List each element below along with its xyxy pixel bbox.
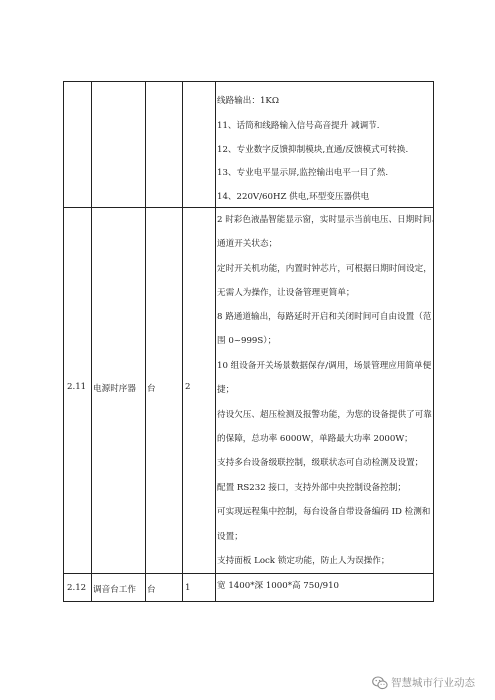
row-id: 2.11 — [67, 382, 87, 392]
row-qty: 1 — [185, 583, 191, 593]
col-line-right — [433, 81, 434, 602]
row-unit: 台 — [147, 384, 156, 394]
spec-line: 围 0~999S）； — [217, 336, 277, 346]
row-name: 调音台工作 — [93, 585, 136, 595]
spec-line: 待设欠压、超压检测及报警功能，为您的设备提供了可靠 — [217, 410, 432, 420]
col-line-id — [91, 81, 92, 602]
spec-line: 无需人为操作，让设备管理更简单； — [217, 288, 355, 298]
table-border-top — [63, 81, 434, 82]
row-name: 电源时序器 — [93, 384, 136, 394]
table-border-bottom — [63, 601, 434, 602]
spec-line: 8 路通道输出，每路延时开启和关闭时间可自由设置（范 — [217, 312, 432, 322]
spec-line: 配置 RS232 接口，支持外部中央控制设备控制； — [217, 483, 406, 493]
spec-line: 线路输出：1KΩ — [217, 96, 279, 106]
row-unit: 台 — [147, 585, 156, 595]
spec-line: 捷； — [217, 385, 235, 395]
spec-line: 2 时彩色液晶智能显示窗，实时显示当前电压、日期时间、 — [217, 215, 441, 225]
spec-line: 设置； — [217, 532, 243, 542]
row-divider-1 — [63, 207, 434, 208]
row-divider-2 — [63, 573, 434, 574]
spec-line: 12、专业数字反馈抑制模块,直通/反馈模式可转换. — [217, 145, 409, 155]
spec-line: 支持面板 Lock 锁定功能，防止人为误操作； — [217, 556, 390, 566]
spec-line: 11、话筒和线路输入信号高音提升 减调节. — [217, 121, 380, 131]
col-line-name — [145, 81, 146, 602]
col-line-qty — [215, 81, 216, 602]
spec-line: 通道开关状态； — [217, 239, 278, 249]
spec-line: 10 组设备开关场景数据保存/调用，场景管理应用简单便 — [217, 361, 432, 371]
col-line-left — [63, 81, 64, 602]
row-qty: 2 — [185, 382, 191, 392]
watermark-text: 智慧城市行业动态 — [391, 677, 475, 689]
spec-line: 定时开关机功能，内置时钟芯片，可根据日期时间设定， — [217, 264, 432, 274]
wechat-icon — [372, 676, 388, 690]
row-id: 2.12 — [67, 583, 87, 593]
spec-line: 宽 1400*深 1000*高 750/910 — [217, 581, 340, 591]
spec-line: 可实现远程集中控制，每台设备自带设备编码 ID 检测和 — [217, 507, 431, 517]
spec-line: 的保障，总功率 6000W，单路最大功率 2000W； — [217, 434, 413, 444]
col-line-unit — [182, 81, 183, 602]
watermark — [372, 675, 475, 690]
spec-line: 支持多台设备级联控制，级联状态可自动检测及设置； — [217, 458, 424, 468]
spec-line: 14、220V/60HZ 供电,环型变压器供电 — [217, 192, 370, 202]
spec-line: 13、专业电平显示屏,监控输出电平一目了然. — [217, 168, 389, 178]
